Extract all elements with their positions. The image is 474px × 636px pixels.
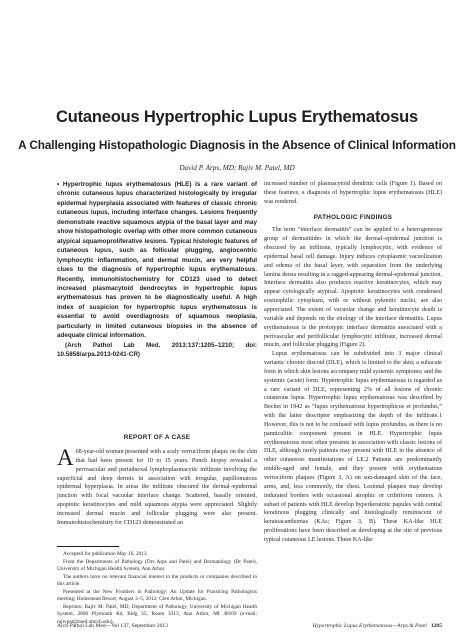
findings-paragraph-2: Lupus erythematosus can be subdivided into 3 major clinical variants: chronic discoid (DLE), which is limited to the skin; a subacute form in which skin lesions accompany mild systemic symptoms; and the systemic (acute) form. Hypertrophic lupus erythematosus is regarded as a rare variant of DLE, representing 2% of all lesions of chronic cutaneous lupus. Hypertrophic lupus erythematosus was described by Bechet in 1942 as “lupus erythematosus hypertrophicus et profundus,” with the latter descriptor emphasizing the depth of the infiltrate.1 However, this is not to be confused with lupus profundus, as there is no panniculitic component present in HLE. Hypertrophic lupus erythematosus most often presents in association with classic lesions of DLE, although rarely patients may present with HLE in the absence of other cutaneous manifestations of LE.2 Patients are predominantly middle-aged and female, and they present with erythematous verruciform plaques (Figure 3, A) on sun-damaged skin of the face, arms, and, less commonly, the chest. Lesional plaques may develop indurated borders with occasional atrophic or cribriform centers. A subset of patients with HLE develop hyperkeratotic papules with central keratinous plugging clinically and histologically reminiscent of keratoacanthomas (KAs; Figure 3, B). These KA-like HLE proliferations have been described as developing at the site of previous typical cutaneous LE lesions. These KA-like: [264, 351, 442, 543]
footnote-reprints: Reprints: Rajiv M. Patel, MD, Department of Pathology, University of Michigan Health System, 2800 Plymouth Rd, Bldg 35, Room 3313, Ann Arbor, MI 48109 (e-mail: rajivpat@med.umich.edu).: [57, 603, 257, 625]
findings-paragraph-1: The term “interface dermatitis” can be applied to a heterogeneous group of dermatitides in which the dermal–epidermal junction is obscured by an infiltrate, typically lymphocytic, with evidence of epidermal basal cell damage. Injury induces cytoplasmic vacuolization and edema of the basal layer, with separation from the underlying lamina densa resulting in a ragged-appearing dermal-epidermal junction. Interface dermatitis also produces reactive keratinocytes, which may appear cytologically atypical. Apoptotic keratinocytes with condensed eosinophilic cytoplasm, with or without pyknotic nuclei, are also appreciated. The extent of vacuolar change and keratinocyte death is variable and depends on the etiology of the interface dermatitis. Lupus erythematosus is the prototypic interface dermatitis associated with a perivascular and perifollicular lymphocytic infiltrate, increased dermal mucin, and follicular plugging (Figure 2).: [264, 227, 442, 349]
case-report-body: [57, 445, 257, 528]
right-column: [264, 180, 442, 545]
footnote-disclosure: The authors have no relevant financial interest in the products or companies described in this article.: [57, 573, 257, 587]
footnote-rule: [57, 546, 119, 547]
running-title-footer: [264, 623, 442, 629]
page-number: 1205: [430, 623, 442, 629]
article-title: Cutaneous Hypertrophic Lupus Erythematosus: [56, 108, 418, 126]
case-report-text: 68-year-old woman presented with a scaly verruciform plaque on the chin that had been present for 10 to 15 years. Punch biopsy revealed a perivascular and periadnexal lymphoplasmacytic infiltrate involving the superficial and deep dermis in association with irregular, papillomatous epidermal hyperplasia. In areas the infiltrate obscured the dermal–epidermal junction with focal vacuolar interface change. Scattered, basally oriented, apoptotic keratinocytes and mild squamous atypia were appreciated. Slightly increased dermal mucin and follicular plugging were also present. Immunohistochemistry for CD123 demonstrated an: [57, 449, 257, 526]
abstract-text: • Hypertrophic lupus erythematosus (HLE) is a rare variant of chronic cutaneous lupus characterized histologically by irregular epidermal hyperplasia associated with features of classic chronic cutaneous lupus, including interface changes. Lesions frequently demonstrate reactive squamous atypia of the basal layer and may show histopathologic overlap with other more common cutaneous atypical squamoproliferative lesions. Typical histologic features of cutaneous lupus, such as follicular plugging, angiocentric lymphocytic inflammation, and dermal mucin, are very helpful clues to the diagnosis of hypertrophic lupus erythematosus. Recently, immunohistochemistry for CD123 used to detect increased plasmacytoid dendrocytes in hypertrophic lupus erythematosus has proven to be diagnostically useful. A high index of suspicion for hypertrophic lupus erythematosus is essential to avoid overdiagnosis of squamous neoplasia, particularly in limited cutaneous biopsies in the absence of adequate clinical information.: [57, 181, 257, 340]
footnotes: [57, 551, 257, 626]
article-authors: David P. Arps, MD; Rajiv M. Patel, MD: [179, 164, 295, 172]
abstract: [57, 180, 257, 360]
running-title: Hypertrophic Lupus Erythematosus—Arps & Patel: [312, 623, 427, 629]
pathologic-findings-heading: PATHOLOGIC FINDINGS: [313, 213, 393, 221]
drop-cap: A: [57, 445, 74, 470]
report-heading: REPORT OF A CASE: [123, 434, 191, 441]
footnote-accepted: Accepted for publication May 16, 2013.: [63, 551, 148, 557]
journal-footer: Arch Pathol Lab Med—Vol 137, September 2013: [57, 623, 168, 629]
footnote-affiliation: From the Departments of Pathology (Drs Arps and Patel) and Dermatology (Dr Patel), University of Michigan Health System, Ann Arbor.: [57, 558, 257, 572]
case-report-continued: increased number of plasmacytoid dendritic cells (Figure 1). Based on these features, a diagnosis of hypertrophic lupus erythematosus (HLE) was rendered.: [264, 181, 442, 205]
footnote-presented: Presented at the New Frontiers in Pathology: An Update for Practicing Pathologists meeting; Homestead Resort; August 3–5, 2012; Glen Arbor, Michigan.: [57, 588, 257, 602]
article-subtitle: A Challenging Histopathologic Diagnosis in the Absence of Clinical Information: [18, 138, 456, 152]
abstract-citation: (Arch Pathol Lab Med. 2013;137:1205–1210; doi: 10.5858/arpa.2013-0241-CR): [57, 341, 257, 359]
